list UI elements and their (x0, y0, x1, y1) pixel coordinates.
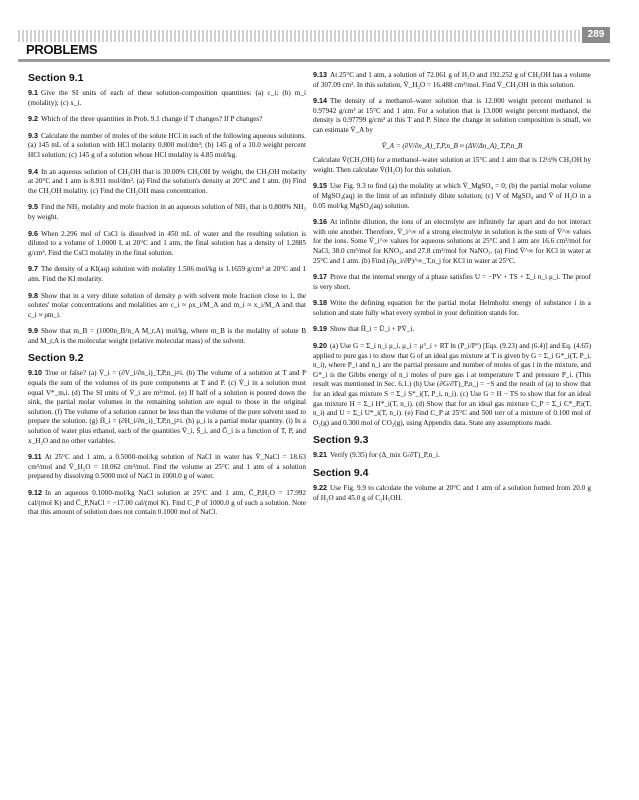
problem (313, 217, 591, 266)
problem-text: The density of a methanol–water solution that is 12.000 weight percent methanol is 0.97942 g/cm³ at 15°C and 1 atm. For a solution that is 13.000 weight percent methanol, the density is 0.97799 g/cm³ at this T and P. Since the change in solution composition is small, we can estimate V̄_A by (313, 97, 591, 134)
problem-number: 9.7 (28, 264, 38, 274)
problem (28, 264, 306, 284)
problem-number: 9.2 (28, 114, 38, 124)
section-heading: Section 9.2 (28, 352, 84, 365)
problem-text: Write the defining equation for the partial molar Helmholtz energy of substance i in a solution and state fully what every symbol in your definition stands for. (313, 299, 591, 317)
problem (313, 450, 591, 461)
problem-number: 9.13 (313, 70, 327, 79)
problem-text: Give the SI units of each of these solution-composition quantities: (a) c_i; (b) m_i (molality); (c) x_i. (28, 89, 306, 107)
problem-number: 9.9 (28, 326, 38, 336)
problem-text: Use Fig. 9.9 to calculate the volume at 20°C and 1 atm of a solution formed from 20.0 g of H₂O and 45.0 g of C₂H₅OH. (313, 484, 591, 502)
problem (28, 368, 306, 446)
page-heading: PROBLEMS (26, 42, 98, 57)
problem (28, 291, 306, 321)
paragraph: Calculate V̄(CH₃OH) for a methanol–water solution at 15°C and 1 atm that is 12½% CH₃OH by weight. Then calculate V̄(H₂O) for this solution. (313, 156, 591, 174)
problem-text: Which of the three quantities in Prob. 9.1 change if T changes? If P changes? (41, 115, 263, 124)
problem (28, 452, 306, 482)
problem-number: 9.5 (28, 202, 38, 212)
problem (28, 326, 306, 346)
problem-number: 9.19 (313, 324, 327, 334)
section-heading: Section 9.3 (313, 434, 369, 447)
problem-text: Calculate the number of moles of the solute HCl in each of the following aqueous solutions. (a) 145 mL of a solution with HCl molarity 0.800 mol/dm³; (b) 145 g of a 10.0 weight percent HCl solution; (c) 145 g of a solution whose HCl molality is 4.85 mol/kg. (28, 131, 306, 159)
problem-text: Show that in a very dilute solution of density ρ with solvent mole fraction close to 1, the solutes' molar concentrations and molalities are c_i ≈ ρx_i/M_A and m_i ≈ x_i/M_A and that c_i ≈ ρm_i. (28, 291, 306, 319)
problem (28, 114, 306, 125)
problem (313, 324, 591, 335)
problem-number: 9.4 (28, 166, 38, 176)
problem-text: Find the NH₃ molality and mole fraction in an aqueous solution of NH₃ that is 0.800% NH₃ by weight. (28, 203, 306, 221)
problem-number: 9.15 (313, 181, 327, 191)
problem-number: 9.10 (28, 368, 42, 378)
problem-number: 9.16 (313, 217, 327, 227)
problem (313, 70, 591, 90)
problem-number: 9.20 (313, 341, 327, 351)
problem-text: (a) Use G = Σ_i n_i μ_i, μ_i = μ°_i + RT ln (P_i/P°) [Eqs. (9.23) and (6.4)] and Eq. (4.65) applied to pure gas i to show that G of an ideal gas mixture at T is given by G = Σ_i G*_i(T, P_i, n_i), where P_i and n_i are the partial pressure and number of moles of gas i in the mixture, and G*_i is the Gibbs energy of n_i moles of pure gas i at temperature T and pressure P_i. (This result was mentioned in Sec. 6.1.) (b) Use (∂G/∂T)_P,n_j = −S and the result of (a) to show that for an ideal gas mixture S = Σ_i S*_i(T, P_i, n_i). (c) Use G = H − TS to show that for an ideal gas mixture H = Σ_i H*_i(T, n_i). (d) Show that for an ideal gas mixture C_P = Σ_i C*_P,i(T, n_i) and U = Σ_i U*_i(T, n_i). (e) Find C_P at 25°C and 500 torr of a mixture of 0.100 mol of O₂(g) and 0.300 mol of CO₂(g), using Appendix data. State any assumptions made. (313, 342, 591, 427)
problem-text: In an aqueous 0.1000-mol/kg NaCl solution at 25°C and 1 atm, C̄_P,H₂O = 17.992 cal/(mol K) and C̄_P,NaCl = −17.00 cal/(mol K). Find C_P of 1000.0 g of such a solution. Note that this amount of solution does not contain 0.1000 mol of NaCl. (28, 489, 306, 517)
heading-rule (18, 59, 610, 62)
problem (28, 488, 306, 518)
problem-number: 9.22 (313, 483, 327, 492)
problem (28, 88, 306, 108)
problem-number: 9.12 (28, 488, 42, 497)
problem-text: At infinite dilution, the ions of an electrolyte are infinitely far apart and do not interact with one another. Therefore, V̄_i^∞ of a strong electrolyte in solution is the sum of V̄^∞ values for the ions. Some V̄_i^∞ values for aqueous solutions at 25°C and 1 atm are 16.6 cm³/mol for NaCl, 38.0 cm³/mol for KNO₃, and 27.8 cm³/mol for NaNO₃. (a) Find V̄^∞ for KCl in water at 25°C and 1 atm. (b) Find (∂μ_i/∂P)^∞_T,n_j for KCl in water at 25°C. (313, 218, 591, 265)
problem (313, 341, 591, 428)
problem-number: 9.11 (28, 452, 42, 462)
problem-text: Show that m_B = (1000n_B/n_A M_r,A) mol/kg, where m_B is the molality of solute B and M_r,A is the molecular weight (relative molecular mass) of the solvent. (28, 327, 306, 345)
problem (28, 229, 306, 259)
problem (313, 483, 591, 503)
problem-text: When 2.296 mol of CsCl is dissolved in 450 mL of water and the resulting solution is diluted to a volume of 1.0000 L at 20°C and 1 atm, the final solution has a density of 1.2885 g/cm³. Find the CsCl molality in the final solution. (28, 229, 306, 257)
section-heading: Section 9.1 (28, 72, 84, 84)
problem-number: 9.1 (28, 88, 38, 97)
problem-number: 9.18 (313, 298, 327, 308)
problem-number: 9.17 (313, 272, 327, 282)
problem-number: 9.14 (313, 96, 327, 106)
problem-text: Use Fig. 9.3 to find (a) the molality at which V̄_MgSO₄ = 0; (b) the partial molar volume of MgSO₄(aq) in the limit of an infinitely dilute solution; (c) V of MgSO₄ and V̄ of H₂O in a 0.05 mol/kg MgSO₄(aq) solution. (313, 182, 591, 210)
problem-number: 9.21 (313, 450, 327, 460)
problem (313, 272, 591, 292)
header-rule (18, 30, 610, 42)
problem-text: The density of a KI(aq) solution with molality 1.506 mol/kg is 1.1659 g/cm³ at 20°C and 1 atm. Find the KI molarity. (28, 265, 306, 283)
problem-text: At 25°C and 1 atm, a 0.5000-mol/kg solution of NaCl in water has V̄_NaCl = 18.63 cm³/mol and V̄_H₂O = 18.062 cm³/mol. Find the volume at 25°C and 1 atm of a solution prepared by dissolving 0.5000 mol of NaCl in 1000.0 g of water. (28, 453, 306, 481)
problem-text: In an aqueous solution of CH₃OH that is 30.00% CH₃OH by weight, the CH₃OH molarity at 20°C and 1 atm is 8.911 mol/dm³. (a) Find the solution's density at 20°C and 1 atm. (b) Find the CH₃OH molality. (c) Find the CH₃OH mass concentration. (28, 167, 306, 195)
left-column (28, 70, 306, 524)
problem-number: 9.8 (28, 290, 38, 300)
page-number: 289 (582, 27, 610, 43)
right-column (313, 70, 591, 509)
problem (313, 181, 591, 211)
equation: V̄_A = (∂V/∂n_A)_T,P,n_B ≈ (ΔV/Δn_A)_T,P,n_B (381, 141, 523, 150)
problem-number: 9.6 (28, 228, 38, 238)
problem-text: Prove that the internal energy of a phase satisfies U = −PV + TS + Σ_i n_i μ_i. The proof is very short. (313, 273, 591, 291)
problem (28, 131, 306, 161)
problem (313, 298, 591, 318)
problem (28, 202, 306, 222)
problem-text: At 25°C and 1 atm, a solution of 72.061 g of H₂O and 192.252 g of CH₃OH has a volume of 307.09 cm³. In this solution, V̄_H₂O = 16.488 cm³/mol. Find V̄_CH₃OH in this solution. (313, 71, 591, 89)
problem-number: 9.3 (28, 130, 38, 140)
problem-text: True or false? (a) V̄_i = (∂V_i/∂n_i)_T,P,n_j≠i. (b) The volume of a solution at T and P equals the sum of the volumes of its pure components at T and P. (c) V̄_i in a solution must equal V*_m,i. (d) The SI units of V̄_i are m³/mol. (e) If half of a solution is poured down the sink, the partial molar volumes in the remaining solution are equal to those in the original solution. (f) The volume of a solution cannot be less than the volume of the pure solvent used to prepare the solution. (g) H̄_i = (∂H_i/∂n_i)_T,P,n_j≠i. (h) μ_i is a partial molar quantity. (i) In a solution of water plus ethanol, each of the quantities V̄_i, S̄_i, and Ḡ_i is a function of T, P, and x_H₂O and no other variables. (28, 369, 306, 445)
problem-text: Show that H̄_i = Ū_i + PV̄_i. (330, 325, 415, 334)
section-heading: Section 9.4 (313, 467, 369, 479)
problem (28, 167, 306, 197)
problem-text: Verify (9.35) for (Δ_mix G/∂T)_P,n_i. (330, 451, 440, 460)
problem (313, 96, 591, 135)
